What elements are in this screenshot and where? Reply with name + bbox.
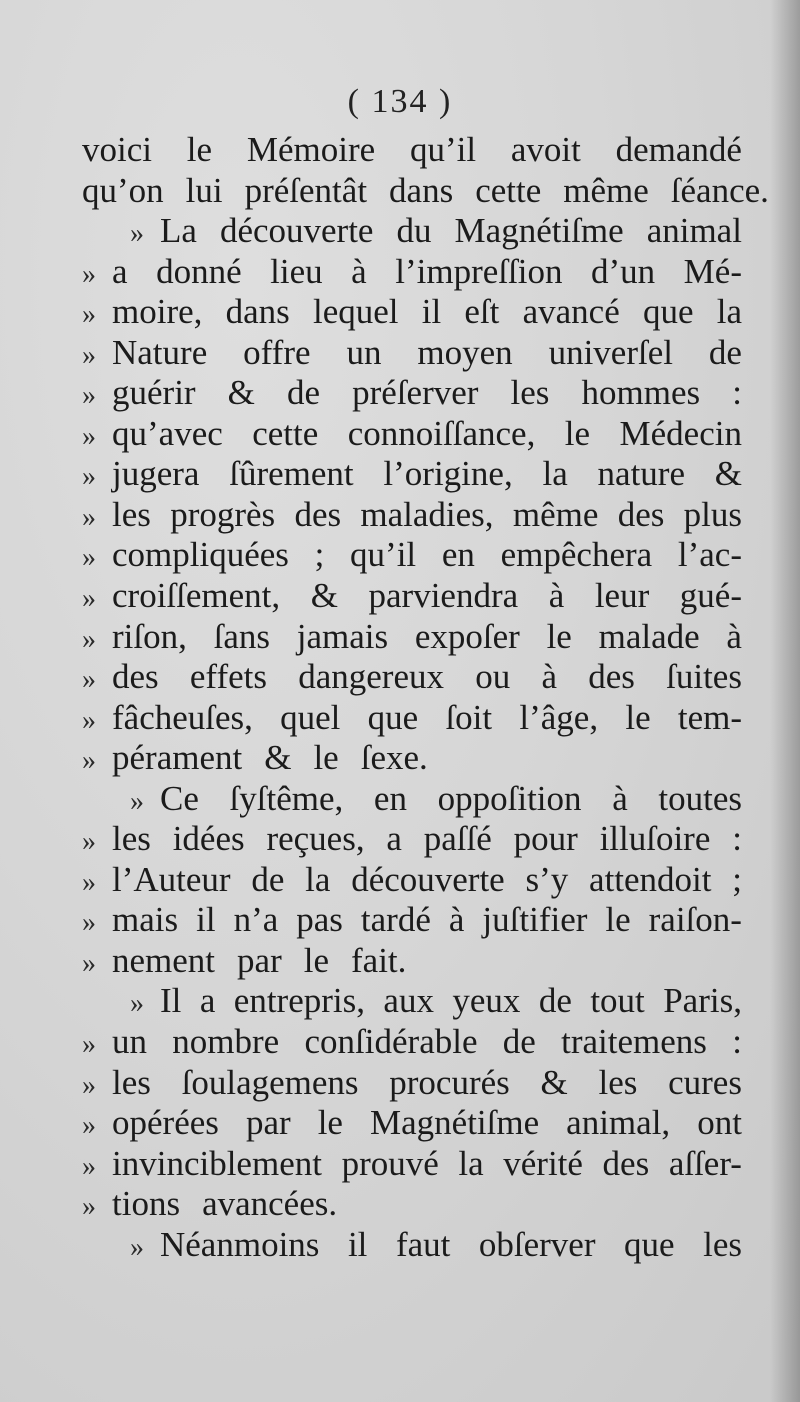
- line-text: l’Auteur de la découverte s’y attendoit ;: [112, 859, 742, 899]
- line-text: guérir & de préſerver les hommes :: [112, 373, 742, 413]
- text-line: [82, 900, 742, 941]
- line-text: fâcheuſes, quel que ſoit l’âge, le tem-: [112, 697, 742, 737]
- text-line: [82, 211, 742, 252]
- line-text: Il a entrepris, aux yeux de tout Paris,: [160, 981, 742, 1021]
- line-text: tions avancées.: [112, 1184, 338, 1224]
- line-text: voici le Mémoire qu’il avoit demandé: [82, 130, 742, 169]
- guillemet-marker: »: [82, 1110, 96, 1142]
- body-text: [82, 130, 769, 1265]
- guillemet-marker: »: [82, 826, 96, 858]
- line-text: opérées par le Magnétiſme animal, ont: [112, 1103, 742, 1143]
- guillemet-marker: »: [82, 380, 96, 412]
- guillemet-marker: »: [82, 1150, 96, 1182]
- guillemet-marker: »: [82, 461, 96, 493]
- guillemet-marker: »: [82, 420, 96, 452]
- text-line: [82, 981, 742, 1022]
- page-number: ( 134 ): [347, 83, 453, 120]
- guillemet-marker: »: [82, 704, 96, 736]
- line-text: Ce ſyſtême, en oppoſition à toutes: [160, 778, 742, 818]
- guillemet-marker: »: [130, 988, 144, 1020]
- guillemet-marker: »: [130, 1231, 144, 1263]
- line-text: mais il n’a pas tardé à juſtifier le raiſon-: [112, 900, 742, 940]
- line-text: moire, dans lequel il eſt avancé que la: [112, 292, 742, 332]
- guillemet-marker: »: [130, 218, 144, 250]
- guillemet-marker: »: [82, 1029, 96, 1061]
- line-text: qu’avec cette connoiſſance, le Médecin: [112, 413, 742, 453]
- text-line: [82, 1225, 742, 1266]
- text-line: [82, 1144, 742, 1185]
- line-text: a donné lieu à l’impreſſion d’un Mé-: [112, 251, 742, 291]
- text-line: [82, 779, 742, 820]
- text-line: [82, 333, 742, 374]
- text-line: [82, 454, 742, 495]
- line-text: riſon, ſans jamais expoſer le malade à: [112, 616, 742, 656]
- guillemet-marker: »: [130, 785, 144, 817]
- text-line: [82, 292, 742, 333]
- line-text: Nature offre un moyen univerſel de: [112, 332, 742, 372]
- guillemet-marker: »: [82, 583, 96, 615]
- text-line: [82, 495, 742, 536]
- text-line: [82, 617, 742, 658]
- text-line: [82, 373, 742, 414]
- line-text: des effets dangereux ou à des ſuites: [112, 657, 742, 697]
- line-text: un nombre conſidérable de traitemens :: [112, 1022, 742, 1062]
- guillemet-marker: »: [82, 258, 96, 290]
- guillemet-marker: »: [82, 947, 96, 979]
- text-line: [82, 738, 742, 779]
- guillemet-marker: »: [82, 299, 96, 331]
- text-line: [82, 535, 742, 576]
- line-text: qu’on lui préſentât dans cette même ſéance.: [82, 170, 769, 210]
- text-line: [82, 252, 742, 293]
- text-line: [82, 941, 742, 982]
- line-text: Néanmoins il faut obſerver que les: [160, 1224, 742, 1264]
- guillemet-marker: »: [82, 1191, 96, 1223]
- guillemet-marker: »: [82, 664, 96, 696]
- line-text: les idées reçues, a paſſé pour illuſoire :: [112, 819, 742, 859]
- text-line: [82, 1063, 742, 1104]
- text-line: [82, 1184, 742, 1225]
- line-text: pérament & le ſexe.: [112, 738, 428, 778]
- text-line: [82, 170, 769, 212]
- text-line: [82, 657, 742, 698]
- text-line: [82, 860, 742, 901]
- guillemet-marker: »: [82, 907, 96, 939]
- line-text: les ſoulagemens procurés & les cures: [112, 1062, 742, 1102]
- line-text: jugera ſûrement l’origine, la nature &: [112, 454, 742, 494]
- text-line: [82, 576, 742, 617]
- guillemet-marker: »: [82, 501, 96, 533]
- guillemet-marker: »: [82, 745, 96, 777]
- line-text: nement par le fait.: [112, 940, 407, 980]
- text-line: [82, 1022, 742, 1063]
- guillemet-marker: »: [82, 542, 96, 574]
- line-text: invinciblement prouvé la vérité des aſſer-: [112, 1143, 742, 1183]
- line-text: La découverte du Magnétiſme animal: [160, 211, 742, 251]
- line-text: croiſſement, & parviendra à leur gué-: [112, 576, 742, 616]
- text-line: [82, 1103, 742, 1144]
- guillemet-marker: »: [82, 339, 96, 371]
- guillemet-marker: »: [82, 866, 96, 898]
- line-text: compliquées ; qu’il en empêchera l’ac-: [112, 535, 742, 575]
- guillemet-marker: »: [82, 623, 96, 655]
- line-text: les progrès des maladies, même des plus: [112, 494, 742, 534]
- guillemet-marker: »: [82, 1069, 96, 1101]
- text-line: [82, 130, 742, 171]
- text-line: [82, 698, 742, 739]
- text-line: [82, 819, 742, 860]
- text-line: [82, 414, 742, 455]
